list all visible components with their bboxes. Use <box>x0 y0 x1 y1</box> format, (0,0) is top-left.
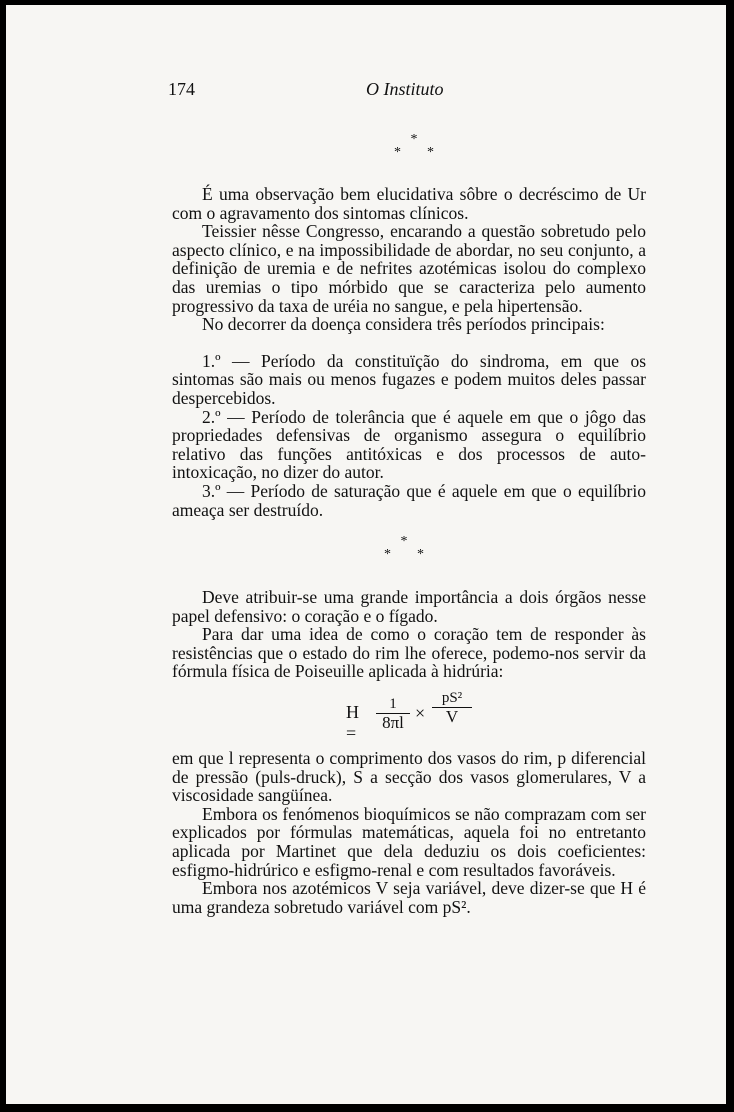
fraction-numerator: 1 <box>376 695 410 714</box>
fraction-denominator: 8πl <box>382 713 404 732</box>
formula-lhs: H = <box>346 702 359 743</box>
paragraph: Embora os fenómenos bioquímicos se não comprazam com ser explicados por fórmulas matemáticas, aquela foi no entretanto aplicada por Martinet que dela deduziu os dois coeficientes: esfigmo-hidrúrico e esfigmo-renal e com resultados favoráveis. <box>172 803 646 880</box>
page-number: 174 <box>168 79 195 99</box>
asterism-separator-1 <box>374 133 454 159</box>
paragraph: É uma observação bem elucidativa sôbre o decréscimo de Ur com o agravamento dos sintomas clínicos. <box>172 184 646 223</box>
formula-fraction-2 <box>432 689 472 726</box>
asterism-star: * <box>417 547 424 562</box>
paragraph: 2.º — Período de tolerância que é aquele em que o jôgo das propriedades defensivas de organismo assegura o equilíbrio relativo das funções antitóxicas e dos processos de auto-intoxicação, no dizer do autor. <box>172 406 646 483</box>
asterism-star: * <box>427 145 434 160</box>
asterism-star: * <box>394 145 401 160</box>
paragraph: 1.º — Período da constituïção do sindroma, em que os sintomas são mais ou menos fugazes e podem muitos deles passar despercebidos. <box>172 350 646 408</box>
asterism-separator-2 <box>364 535 444 561</box>
asterism-star: * <box>384 547 391 562</box>
paragraph: em que l representa o comprimento dos vasos do rim, p diferencial de pressão (puls-druck), S a secção dos vasos glomerulares, V a viscosidade sangüínea. <box>172 748 646 806</box>
formula-times: × <box>415 703 426 723</box>
paragraph: Para dar uma idea de como o coração tem de responder às resistências que o estado do rim lhe oferece, podemo-nos servir da fórmula física de Poiseuille aplicada à hidrúria: <box>172 624 646 682</box>
paragraph: Teissier nêsse Congresso, encarando a questão sobretudo pelo aspecto clínico, e na impossibilidade de abordar, no seu conjunto, a definição de uremia e de nefrites azotémicas isolou do complexo das uremias o tipo mórbido que se caracteriza pelo aumento progressivo da taxa de uréia no sangue, e pela hipertensão. <box>172 221 646 316</box>
fraction-numerator: pS² <box>432 689 472 708</box>
running-header <box>6 79 726 103</box>
asterism-star: * <box>410 132 418 147</box>
section-1-text <box>172 185 646 519</box>
book-page <box>6 5 726 1104</box>
paragraph: No decorrer da doença considera três períodos principais: <box>202 314 605 335</box>
paragraph: 3.º — Período de saturação que é aquele em que o equilíbrio ameaça ser destruído. <box>172 480 646 520</box>
paragraph: Deve atribuir-se uma grande importância a dois órgãos nesse papel defensivo: o coração e o fígado. <box>172 587 646 626</box>
asterism-star-pair <box>374 146 454 159</box>
asterism-star-pair <box>364 548 444 561</box>
paragraph: Embora nos azotémicos V seja variável, deve dizer-se que H é uma grandeza sobretudo variável com pS². <box>172 878 646 917</box>
asterism-star: * <box>400 534 408 549</box>
section-2-text <box>172 588 646 681</box>
fraction-denominator: V <box>445 707 459 726</box>
formula-fraction-1 <box>376 695 410 732</box>
running-title: O Instituto <box>366 79 444 99</box>
section-2-continued <box>172 749 646 916</box>
